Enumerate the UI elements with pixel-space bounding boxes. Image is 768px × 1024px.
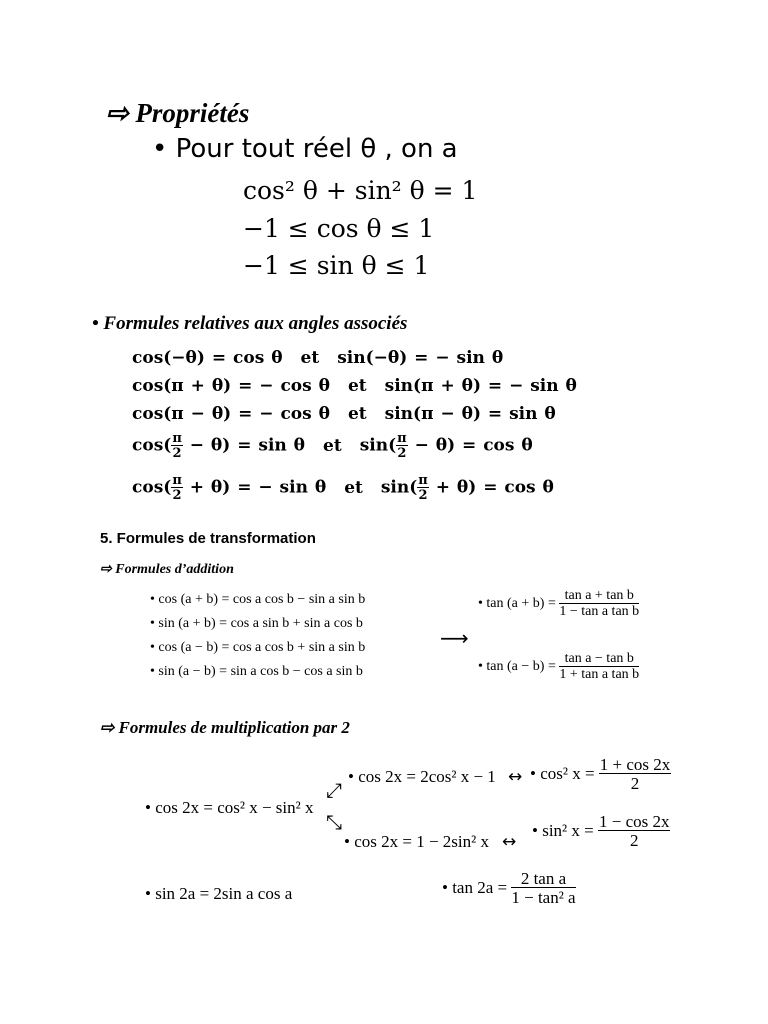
assoc-right-pre: sin(	[359, 435, 397, 456]
frac-den: 2	[397, 446, 407, 461]
cos2x-main: • cos 2x = cos² x − sin² x	[145, 798, 314, 817]
sin-squared-formula	[532, 813, 670, 849]
addition-formula: • sin (a + b) = cos a sin b + sin a cos b	[150, 616, 363, 631]
frac-den: 1 + tan a tan b	[559, 667, 640, 682]
frac-num: tan a + tan b	[559, 589, 639, 604]
transformation-title: 5. Formules de transformation	[100, 530, 316, 547]
frac-num: π	[172, 431, 182, 446]
assoc-sep: et	[347, 376, 367, 396]
properties-intro: • Pour tout réel θ , on a	[152, 134, 458, 164]
properties-title-text: Propriétés	[135, 98, 250, 128]
tan-diff-lhs: • tan (a − b) =	[478, 659, 556, 674]
assoc-left-post: − θ) = sin θ	[182, 435, 306, 456]
addition-title: ⇨ Formules d’addition	[100, 562, 234, 577]
assoc-sep: et	[347, 404, 367, 424]
cos2x-variant-a: • cos 2x = 2cos² x − 1	[348, 767, 496, 786]
arrow-down-right-icon: ⤡	[326, 810, 342, 834]
frac-den: 2	[630, 774, 640, 793]
tan-sum-fraction	[559, 589, 639, 619]
sin2a-formula: • sin 2a = 2sin a cos a	[145, 884, 293, 903]
assoc-left-pre: cos(	[132, 435, 172, 456]
cos2x-variant-b: • cos 2x = 1 − 2sin² x	[344, 832, 489, 851]
assoc-left: cos(π − θ) = − cos θ	[132, 404, 330, 424]
pythagorean-identity: cos² θ + sin² θ = 1	[243, 176, 478, 205]
cos-squared-fraction	[599, 756, 672, 792]
frac-num: 2 tan a	[511, 870, 575, 888]
arrow-right-icon: ⇨	[106, 98, 129, 128]
assoc-left-pre: cos(	[132, 477, 172, 498]
frac-den: 2	[172, 446, 182, 461]
assoc-frac-row	[132, 432, 533, 460]
frac-num: π	[397, 431, 407, 446]
sin-squared-fraction	[598, 813, 671, 849]
frac-den: 2	[629, 831, 639, 850]
arrow-up-right-icon: ⤢	[326, 778, 342, 802]
assoc-right-pre: sin(	[380, 477, 418, 498]
assoc-right-post: + θ) = cos θ	[428, 477, 554, 498]
assoc-row	[132, 348, 503, 368]
frac-num: π	[418, 473, 428, 488]
assoc-frac-row	[132, 474, 554, 502]
equivalence-arrow-icon: ↔	[508, 767, 523, 787]
addition-formula: • sin (a − b) = sin a cos b − cos a sin b	[150, 664, 363, 679]
tan2a-formula	[442, 870, 576, 906]
addition-formula: • cos (a − b) = cos a cos b + sin a sin b	[150, 640, 366, 655]
assoc-left: cos(π + θ) = − cos θ	[132, 376, 330, 396]
addition-formula: • cos (a + b) = cos a cos b − sin a sin b	[150, 592, 366, 607]
assoc-right: sin(π + θ) = − sin θ	[384, 376, 577, 396]
sin-bounds: −1 ≤ sin θ ≤ 1	[243, 251, 430, 280]
assoc-right-post: − θ) = cos θ	[407, 435, 533, 456]
frac-num: 1 − cos 2x	[598, 812, 670, 831]
cos-squared-lhs: • cos² x =	[530, 764, 595, 783]
tan2a-fraction	[511, 870, 575, 906]
multiplication-title: ⇨ Formules de multiplication par 2	[100, 718, 350, 737]
properties-title	[106, 98, 249, 129]
assoc-sep: et	[300, 348, 320, 368]
assoc-sep: et	[344, 477, 363, 498]
equivalence-arrow-icon: ↔	[502, 832, 517, 852]
tan-diff-fraction	[559, 652, 639, 682]
pi-over-2	[396, 432, 408, 460]
tan-diff-formula	[478, 652, 639, 682]
pi-over-2	[171, 432, 183, 460]
frac-den: 1 − tan² a	[511, 888, 576, 907]
assoc-right: sin(π − θ) = sin θ	[384, 404, 556, 424]
tan2a-lhs: • tan 2a =	[442, 878, 508, 897]
frac-den: 1 − tan a tan b	[559, 604, 640, 619]
frac-num: π	[172, 473, 182, 488]
pi-over-2	[417, 474, 429, 502]
cos-squared-formula	[530, 756, 671, 792]
assoc-row	[132, 376, 577, 396]
associated-angles-title: • Formules relatives aux angles associés	[92, 313, 408, 334]
frac-num: 1 + cos 2x	[599, 755, 671, 774]
frac-den: 2	[172, 488, 182, 503]
sin-squared-lhs: • sin² x =	[532, 821, 594, 840]
assoc-right: sin(−θ) = − sin θ	[337, 348, 504, 368]
long-arrow-right-icon: ⟶	[440, 626, 469, 650]
frac-num: tan a − tan b	[559, 652, 639, 667]
cos-bounds: −1 ≤ cos θ ≤ 1	[243, 214, 435, 243]
frac-den: 2	[418, 488, 428, 503]
tan-sum-formula	[478, 589, 639, 619]
assoc-row	[132, 404, 556, 424]
tan-sum-lhs: • tan (a + b) =	[478, 596, 556, 611]
assoc-left: cos(−θ) = cos θ	[132, 348, 283, 368]
assoc-left-post: + θ) = − sin θ	[182, 477, 327, 498]
assoc-sep: et	[323, 435, 342, 456]
pi-over-2	[171, 474, 183, 502]
